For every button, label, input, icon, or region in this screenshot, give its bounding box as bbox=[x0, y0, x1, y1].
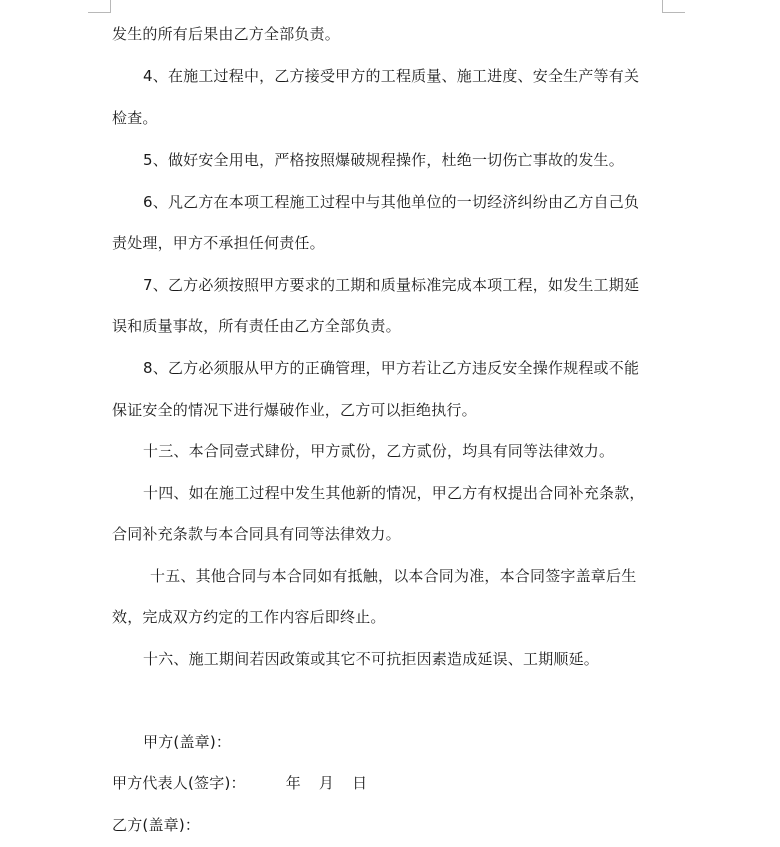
paragraph-line: 十四、如在施工过程中发生其他新的情况，甲乙方有权提出合同补充条款， bbox=[143, 484, 645, 502]
paragraph-line: 6、凡乙方在本项工程施工过程中与其他单位的一切经济纠纷由乙方自己负 bbox=[143, 193, 640, 211]
date-year: 年 bbox=[285, 774, 301, 792]
paragraph-line: 误和质量事故，所有责任由乙方全部负责。 bbox=[112, 317, 401, 335]
paragraph-line: 合同补充条款与本合同具有同等法律效力。 bbox=[112, 525, 401, 543]
party-a-seal: 甲方(盖章)： bbox=[143, 733, 232, 751]
paragraph-line: 效，完成双方约定的工作内容后即终止。 bbox=[112, 608, 386, 626]
paragraph-line: 十五、其他合同与本合同如有抵触，以本合同为准，本合同签字盖章后生 bbox=[150, 567, 637, 585]
paragraph-line: 发生的所有后果由乙方全部负责。 bbox=[112, 25, 341, 43]
paragraph-line: 检查。 bbox=[112, 109, 158, 127]
crop-mark-right bbox=[662, 0, 685, 13]
party-b-seal: 乙方(盖章)： bbox=[112, 816, 201, 834]
party-a-representative-line bbox=[112, 773, 672, 793]
party-a-representative-label: 甲方代表人(签字)： bbox=[112, 774, 246, 792]
paragraph-line: 7、乙方必须按照甲方要求的工期和质量标准完成本项工程，如发生工期延 bbox=[143, 276, 640, 294]
paragraph-line: 5、做好安全用电，严格按照爆破规程操作，杜绝一切伤亡事故的发生。 bbox=[143, 151, 624, 169]
date-month: 月 bbox=[318, 774, 335, 792]
crop-mark-left bbox=[88, 0, 111, 13]
date-day: 日 bbox=[352, 774, 368, 792]
paragraph-line: 责处理，甲方不承担任何责任。 bbox=[112, 234, 325, 252]
paragraph-line: 十六、施工期间若因政策或其它不可抗拒因素造成延误、工期顺延。 bbox=[143, 650, 600, 668]
paragraph-line: 保证安全的情况下进行爆破作业，乙方可以拒绝执行。 bbox=[112, 401, 477, 419]
paragraph-line: 4、在施工过程中，乙方接受甲方的工程质量、施工进度、安全生产等有关 bbox=[143, 67, 640, 85]
paragraph-line: 8、乙方必须服从甲方的正确管理，甲方若让乙方违反安全操作规程或不能 bbox=[143, 359, 640, 377]
paragraph-line: 十三、本合同壹式肆份，甲方贰份，乙方贰份，均具有同等法律效力。 bbox=[143, 442, 615, 460]
